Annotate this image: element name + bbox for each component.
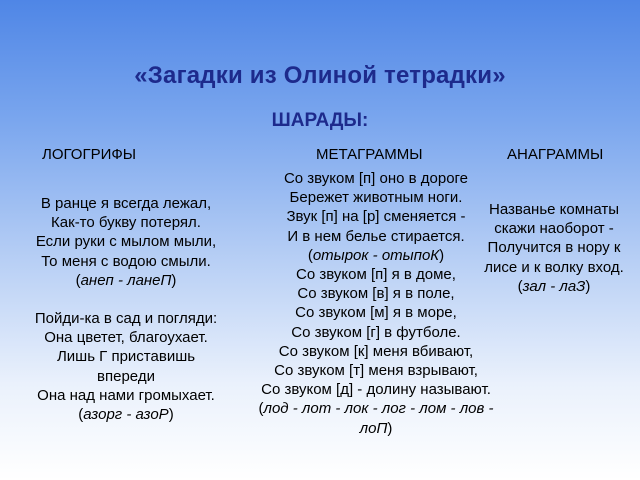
riddle-answer: (анеп - ланеП) bbox=[75, 271, 177, 289]
riddle-line: Получится в нору к bbox=[487, 239, 621, 257]
riddle-line: Пойди-ка в сад и погляди: bbox=[34, 310, 218, 328]
riddle-line: Бережет животным ноги. bbox=[289, 189, 463, 207]
riddle-line: Со звуком [п] я в доме, bbox=[296, 266, 456, 284]
riddle-line: Со звуком [п] оно в дороге bbox=[283, 170, 469, 187]
riddle-line: Звук [п] на [р] сменяется - bbox=[286, 208, 466, 226]
riddle-line: Лишь Г приставишь bbox=[56, 348, 196, 366]
heading-metagrammy: МЕТАГРАММЫ bbox=[316, 146, 423, 163]
riddle-line: впереди bbox=[97, 367, 155, 385]
riddle-line: Со звуком [в] я в поле, bbox=[297, 285, 455, 303]
answer-text: отырок - отыпоК bbox=[312, 246, 440, 264]
riddle-answer: лоП) bbox=[359, 419, 393, 437]
answer-text: лоП bbox=[359, 419, 388, 437]
riddle-line: Если руки с мылом мыли, bbox=[35, 233, 217, 251]
riddle-line: Со звуком [м] я в море, bbox=[295, 304, 457, 322]
riddle-line: И в нем белье стирается. bbox=[287, 227, 465, 245]
answer-text: зал - лаЗ bbox=[522, 277, 586, 295]
riddle-answer: (азорг - азоР) bbox=[78, 406, 174, 424]
riddle-answer: (зал - лаЗ) bbox=[517, 277, 591, 295]
riddle-line: В ранце я всегда лежал, bbox=[40, 195, 212, 212]
slide-subtitle: ШАРАДЫ: bbox=[271, 110, 369, 131]
riddle-line: То меня с водою смыли. bbox=[41, 252, 211, 270]
riddle-answer: (отырок - отыпоК) bbox=[307, 246, 445, 264]
answer-text: лод - лот - лок - лог - лом - лов - bbox=[263, 400, 494, 418]
riddle-line: скажи наоборот - bbox=[494, 220, 614, 238]
heading-logogrify: ЛОГОГРИФЫ bbox=[42, 146, 137, 163]
riddle-line: Со звуком [г] в футболе. bbox=[291, 323, 461, 341]
riddle-line: Она цветет, благоухает. bbox=[44, 329, 208, 347]
riddle-line: Названье комнаты bbox=[489, 201, 619, 218]
riddle-line: Она над нами громыхает. bbox=[37, 386, 215, 404]
riddle-line: Как-то букву потерял. bbox=[51, 214, 201, 232]
riddle-line: Со звуком [к] меня вбивают, bbox=[278, 342, 474, 360]
riddle-line: лисе и к волку вход. bbox=[484, 258, 624, 276]
column-metagrammy bbox=[244, 169, 508, 438]
slide-title: «Загадки из Олиной тетрадки» bbox=[134, 62, 506, 89]
riddle-answer: (лод - лот - лок - лог - лом - лов - bbox=[258, 400, 494, 418]
riddle-line: Со звуком [т] меня взрывают, bbox=[274, 362, 478, 380]
heading-anagrammy: АНАГРАММЫ bbox=[507, 146, 604, 163]
answer-text: анеп - ланеП bbox=[80, 271, 172, 289]
answer-text: азорг - азоР bbox=[83, 406, 169, 424]
column-anagrammy bbox=[472, 200, 636, 296]
column-logogrify bbox=[8, 194, 244, 424]
riddle-line: Со звуком [д] - долину называют. bbox=[261, 381, 491, 399]
